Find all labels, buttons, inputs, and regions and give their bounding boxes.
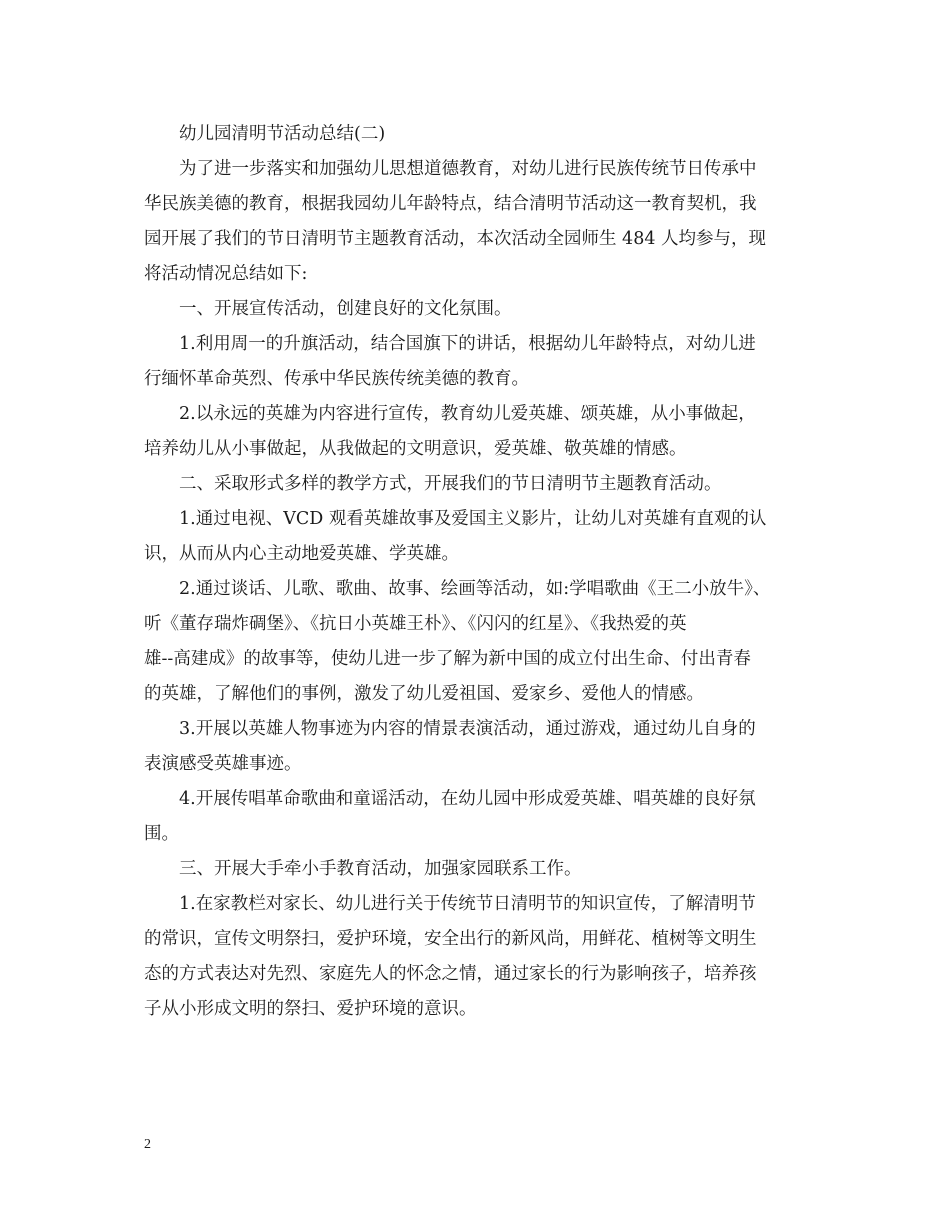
text-line: 子从小形成文明的祭扫、爱护环境的意识。	[144, 999, 477, 1019]
text-line: 1.在家教栏对家长、幼儿进行关于传统节日清明节的知识宣传，了解清明节	[179, 894, 756, 914]
text-line: 为了进一步落实和加强幼儿思想道德教育，对幼儿进行民族传统节日传承中	[179, 159, 757, 179]
text-line: 2.通过谈话、儿歌、歌曲、故事、绘画等活动，如:学唱歌曲《王二小放牛》、	[179, 579, 771, 599]
document-title: 幼儿园清明节活动总结(二)	[179, 124, 386, 144]
text-line: 3.开展以英雄人物事迹为内容的情景表演活动，通过游戏，通过幼儿自身的	[179, 719, 756, 739]
text-line: 园开展了我们的节日清明节主题教育活动，本次活动全园师生 484 人均参与，现	[144, 229, 767, 249]
section-heading: 一、开展宣传活动，创建良好的文化氛围。	[179, 299, 512, 319]
text-line: 识，从而从内心主动地爱英雄、学英雄。	[144, 544, 459, 564]
text-line: 华民族美德的教育，根据我园幼儿年龄特点，结合清明节活动这一教育契机，我	[144, 194, 757, 214]
text-line: 的常识，宣传文明祭扫，爱护环境，安全出行的新风尚，用鲜花、植树等文明生	[144, 929, 757, 949]
text-line: 将活动情况总结如下:	[144, 264, 308, 284]
text-line: 表演感受英雄事迹。	[144, 754, 302, 774]
text-line: 1.通过电视、VCD 观看英雄故事及爱国主义影片，让幼儿对英雄有直观的认	[179, 509, 767, 529]
section-heading: 二、采取形式多样的教学方式，开展我们的节日清明节主题教育活动。	[179, 474, 722, 494]
page-number: 2	[144, 1137, 151, 1152]
text-line: 的英雄，了解他们的事例，激发了幼儿爱祖国、爱家乡、爱他人的情感。	[144, 684, 704, 704]
section-heading: 三、开展大手牵小手教育活动，加强家园联系工作。	[179, 859, 582, 879]
text-line: 培养幼儿从小事做起，从我做起的文明意识，爱英雄、敬英雄的情感。	[144, 439, 687, 459]
text-line: 1.利用周一的升旗活动，结合国旗下的讲话，根据幼儿年龄特点，对幼儿进	[179, 334, 756, 354]
text-line: 雄--高建成》的故事等，使幼儿进一步了解为新中国的成立付出生命、付出青春	[144, 649, 751, 669]
text-line: 行缅怀革命英烈、传承中华民族传统美德的教育。	[144, 369, 529, 389]
text-line: 听《董存瑞炸碉堡》、《抗日小英雄王朴》、《闪闪的红星》、《我热爱的英	[144, 614, 687, 634]
text-line: 2.以永远的英雄为内容进行宣传，教育幼儿爱英雄、颂英雄，从小事做起，	[179, 404, 756, 424]
text-line: 4.开展传唱革命歌曲和童谣活动，在幼儿园中形成爱英雄、唱英雄的良好氛	[179, 789, 756, 809]
text-line: 围。	[144, 824, 179, 844]
text-line: 态的方式表达对先烈、家庭先人的怀念之情，通过家长的行为影响孩子，培养孩	[144, 964, 757, 984]
